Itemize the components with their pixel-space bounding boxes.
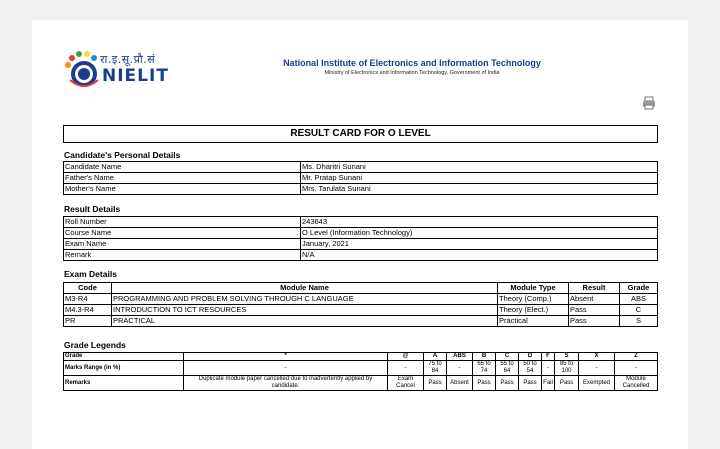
module-grade: C xyxy=(620,305,658,316)
page-title: RESULT CARD FOR O LEVEL xyxy=(63,125,658,143)
legend-cell: 65 to 74 xyxy=(473,361,496,376)
exam-column-header: Code xyxy=(64,283,112,294)
legend-cell: - xyxy=(447,361,473,376)
personal-value: Mrs. Tarulata Sunani xyxy=(301,184,658,195)
result-value: O Level (Information Technology) xyxy=(301,228,658,239)
printer-icon[interactable] xyxy=(642,96,656,110)
nielit-logo xyxy=(64,50,174,92)
legend-cell: Absent xyxy=(447,376,473,391)
module-name: PRACTICAL xyxy=(112,316,498,327)
result-value: 243643 xyxy=(301,217,658,228)
personal-label: Mother's Name xyxy=(64,184,301,195)
personal-heading: Candidate's Personal Details xyxy=(64,150,181,160)
module-name: PROGRAMMING AND PROBLEM SOLVING THROUGH C LANGUAGE xyxy=(112,294,498,305)
legend-cell: F xyxy=(542,353,555,361)
module-type: Theory (Comp.) xyxy=(498,294,569,305)
result-value: N/A xyxy=(301,250,658,261)
result-heading: Result Details xyxy=(64,204,121,214)
result-label: Remark xyxy=(64,250,301,261)
legend-cell: 75 to 84 xyxy=(424,361,447,376)
legend-cell: Pass xyxy=(473,376,496,391)
module-grade: ABS xyxy=(620,294,658,305)
result-row xyxy=(64,250,658,261)
legend-cell: 55 to 64 xyxy=(496,361,519,376)
result-table xyxy=(63,216,658,261)
legend-cell: Z xyxy=(615,353,658,361)
legend-cell: @ xyxy=(388,353,424,361)
personal-value: Ms. Dharitri Sunani xyxy=(301,162,658,173)
legend-cell: X xyxy=(579,353,615,361)
legend-cell: ABS xyxy=(447,353,473,361)
exam-heading: Exam Details xyxy=(64,269,117,279)
exam-table xyxy=(63,282,658,327)
result-row xyxy=(64,217,658,228)
legend-cell: Duplicate module paper cancelled due to inadvertently applied by candidate. xyxy=(184,376,388,391)
legend-cell: Exempted xyxy=(579,376,615,391)
personal-label: Father's Name xyxy=(64,173,301,184)
result-value: January, 2021 xyxy=(301,239,658,250)
module-result: Pass xyxy=(569,316,620,327)
personal-value: Mr. Pratap Sunani xyxy=(301,173,658,184)
legend-cell: - xyxy=(615,361,658,376)
grade-row xyxy=(64,353,658,361)
legend-cell: Marks Range (in %) xyxy=(64,361,184,376)
legend-cell: Pass xyxy=(424,376,447,391)
institute-subtitle: Ministry of Electronics and Information Technology, Government of India xyxy=(324,70,500,76)
personal-label: Candidate Name xyxy=(64,162,301,173)
legend-cell: Module Cancelled xyxy=(615,376,658,391)
module-result: Pass xyxy=(569,305,620,316)
personal-row xyxy=(64,162,658,173)
exam-row xyxy=(64,305,658,316)
legend-cell: - xyxy=(388,361,424,376)
legend-heading: Grade Legends xyxy=(64,340,126,350)
legend-cell: - xyxy=(579,361,615,376)
result-label: Roll Number xyxy=(64,217,301,228)
legend-cell: - xyxy=(542,361,555,376)
legend-cell: Pass xyxy=(496,376,519,391)
legend-cell: 50 to 54 xyxy=(519,361,542,376)
legend-cell: A xyxy=(424,353,447,361)
legend-cell: Fail xyxy=(542,376,555,391)
page-header xyxy=(32,20,688,120)
module-type: Practical xyxy=(498,316,569,327)
result-label: Course Name xyxy=(64,228,301,239)
module-code: PR xyxy=(64,316,112,327)
logo-text: NIELIT xyxy=(102,66,169,86)
module-code: M4.3-R4 xyxy=(64,305,112,316)
logo-hindi-text: रा.इ.सू.प्रौ.सं xyxy=(100,53,156,66)
exam-row xyxy=(64,316,658,327)
result-row xyxy=(64,228,658,239)
personal-row xyxy=(64,184,658,195)
institute-name: National Institute of Electronics and Information Technology xyxy=(283,58,541,68)
remarks-row xyxy=(64,376,658,391)
exam-row xyxy=(64,294,658,305)
legend-cell: Remarks xyxy=(64,376,184,391)
logo-emblem-icon xyxy=(64,50,104,92)
legend-cell: - xyxy=(184,361,388,376)
exam-column-header: Module Name xyxy=(112,283,498,294)
exam-column-header: Grade xyxy=(620,283,658,294)
module-type: Theory (Elect.) xyxy=(498,305,569,316)
legend-cell: C xyxy=(496,353,519,361)
result-sheet xyxy=(32,20,688,449)
personal-table xyxy=(63,161,658,195)
result-row xyxy=(64,239,658,250)
institute-block xyxy=(262,58,562,76)
exam-column-header: Module Type xyxy=(498,283,569,294)
legend-cell: * xyxy=(184,353,388,361)
legend-cell: B xyxy=(473,353,496,361)
legend-cell: 85 to 100 xyxy=(555,361,579,376)
legend-cell: S xyxy=(555,353,579,361)
module-code: M3-R4 xyxy=(64,294,112,305)
legend-cell: D xyxy=(519,353,542,361)
exam-column-header: Result xyxy=(569,283,620,294)
result-label: Exam Name xyxy=(64,239,301,250)
grade-legend-table xyxy=(63,352,658,391)
legend-cell: Pass xyxy=(519,376,542,391)
marks-row xyxy=(64,361,658,376)
module-name: INTRODUCTION TO ICT RESOURCES xyxy=(112,305,498,316)
module-result: Absent xyxy=(569,294,620,305)
personal-row xyxy=(64,173,658,184)
legend-cell: Pass xyxy=(555,376,579,391)
module-grade: S xyxy=(620,316,658,327)
legend-cell: Grade xyxy=(64,353,184,361)
legend-cell: Exam Cancel xyxy=(388,376,424,391)
